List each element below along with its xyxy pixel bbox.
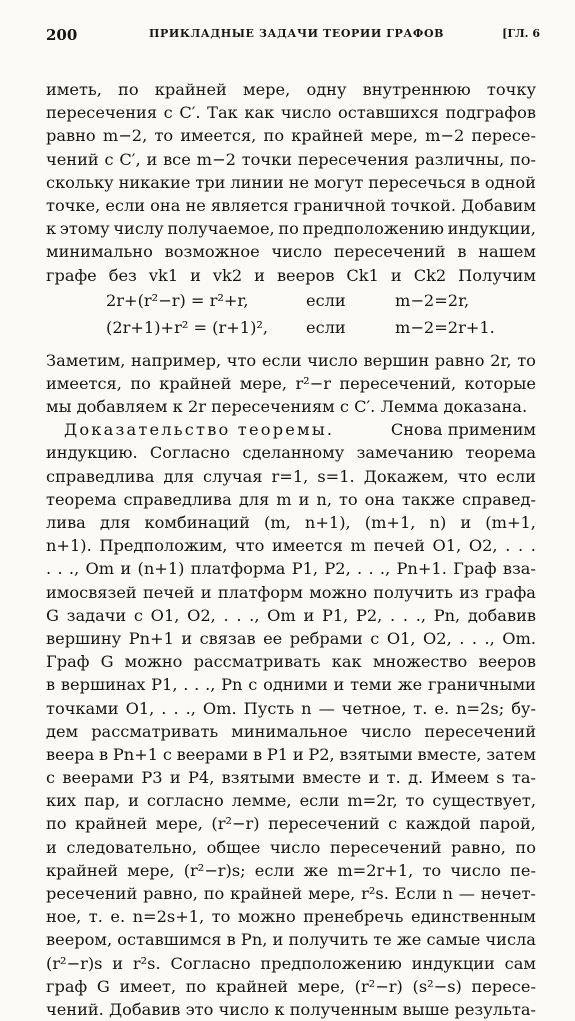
text-line: пересечения с C′. Так как число оставшихся подграфов (46, 103, 536, 123)
proof-heading-line (46, 418, 536, 441)
text-line: иметь, по крайней мере, одну внутреннюю точку (46, 80, 536, 99)
formula-rhs: m−2=2r, (395, 290, 470, 310)
text-line: равно m−2, то имеется, по крайней мере, m−2 пересе- (46, 126, 536, 146)
text-line: вершину Pn+1 и связав ее ребрами с O1, O2, . . ., Om. (46, 628, 536, 648)
formula-condition-word: если (306, 317, 346, 337)
paragraph-2 (46, 349, 536, 419)
text-line: минимально возможное число пересечений в нашем (46, 242, 536, 262)
text-line: граф G имеет, по крайней мере, (r²−r) (s²−s) пересе- (46, 976, 536, 996)
text-line: с веерами P3 и P4, взятыми вместе и т. д. Имеем s та- (46, 768, 536, 788)
text-line: чений. Добавив это число к полученным выше результа- (46, 999, 536, 1019)
text-line: веером, оставшимся в Pn, и получить те же самые числа (46, 930, 536, 950)
formula-condition-word: если (306, 290, 346, 310)
text-line: Заметим, например, что если число вершин равно 2r, то (46, 350, 536, 370)
formula-2 (46, 316, 536, 343)
text-line: скольку никакие три линии не могут пересечься в одной (46, 172, 536, 192)
paragraph-1 (46, 78, 536, 287)
proof-heading-continuation: Снова применим (390, 420, 536, 440)
text-line: индукцию. Согласно сделанному замечанию теорема (46, 443, 536, 463)
chapter-marker: [ГЛ. 6 (502, 27, 540, 40)
text-line: чений с C′, и все m−2 точки пересечения различны, по- (46, 149, 536, 169)
text-line: G задачи с O1, O2, . . ., Om и P1, P2, . . ., Pn, добавив (46, 605, 536, 625)
formula-lhs: 2r+(r²−r) = r²+r, (106, 290, 249, 310)
body-text (46, 78, 536, 1021)
text-line: точке, если она не является граничной точкой. Добавим (46, 195, 536, 215)
text-line: n+1). Предположим, что имеется m печей O1, O2, . . . (46, 536, 536, 556)
text-line: к этому числу получаемое, по предположению индукции, (46, 219, 536, 239)
page-header (46, 26, 540, 48)
running-title: ПРИКЛАДНЫЕ ЗАДАЧИ ТЕОРИИ ГРАФОВ (149, 27, 445, 40)
text-line: крайней мере, (r²−r)s; если же m=2r+1, то число пе- (46, 860, 536, 880)
text-line: Граф G можно рассматривать как множество вееров (46, 652, 536, 672)
text-line: веера в Pn+1 с веерами в P1 и P2, взятыми вместе, затем (46, 744, 536, 764)
text-line: ресечений равно, по крайней мере, r²s. Если n — нечет- (46, 884, 536, 903)
text-line: имосвязей печей и платформ можно получить из графа (46, 582, 536, 602)
text-line: в вершинах P1, . . ., Pn с одними и теми же граничными (46, 675, 536, 695)
text-line: ких пар, и согласно лемме, если m=2r, то существует, (46, 791, 536, 811)
text-line: и следовательно, общее число пересечений равно, по (46, 837, 536, 857)
text-line: имеется, по крайней мере, r²−r пересечений, которые (46, 373, 536, 393)
text-line: дем рассматривать минимальное число пересечений (46, 721, 536, 741)
proof-heading: Доказательство теоремы. (64, 420, 335, 440)
text-line: . . ., Om и (n+1) платформа P1, P2, . . ., Pn+1. Граф вза- (46, 559, 536, 579)
formula-lhs: (2r+1)+r² = (r+1)², (106, 317, 269, 337)
page-number: 200 (46, 26, 78, 44)
text-line: лива для комбинаций (m, n+1), (m+1, n) и (m+1, (46, 513, 536, 532)
formula-1 (46, 289, 536, 316)
text-line: точками O1, . . ., Om. Пусть n — четное, т. е. n=2s; бу- (46, 698, 536, 718)
text-line: ное, т. е. n=2s+1, то можно пренебречь единственным (46, 907, 536, 927)
text-line: (r²−r)s и r²s. Согласно предположению индукции сам (46, 953, 536, 973)
text-line: по крайней мере, (r²−r) пересечений с каждой парой, (46, 814, 536, 834)
text-line: справедлива для случая r=1, s=1. Докажем, что если (46, 466, 536, 486)
text-line: мы добавляем к 2r пересечениям с C′. Лемма доказана. (46, 397, 528, 417)
text-line: теорема справедлива для m и n, то она также справед- (46, 489, 536, 509)
formula-rhs: m−2=2r+1. (395, 317, 495, 337)
text-line: графе без vk1 и vk2 и вееров Ck1 и Ck2 Получим (46, 265, 536, 285)
paragraph-3 (46, 441, 536, 1021)
